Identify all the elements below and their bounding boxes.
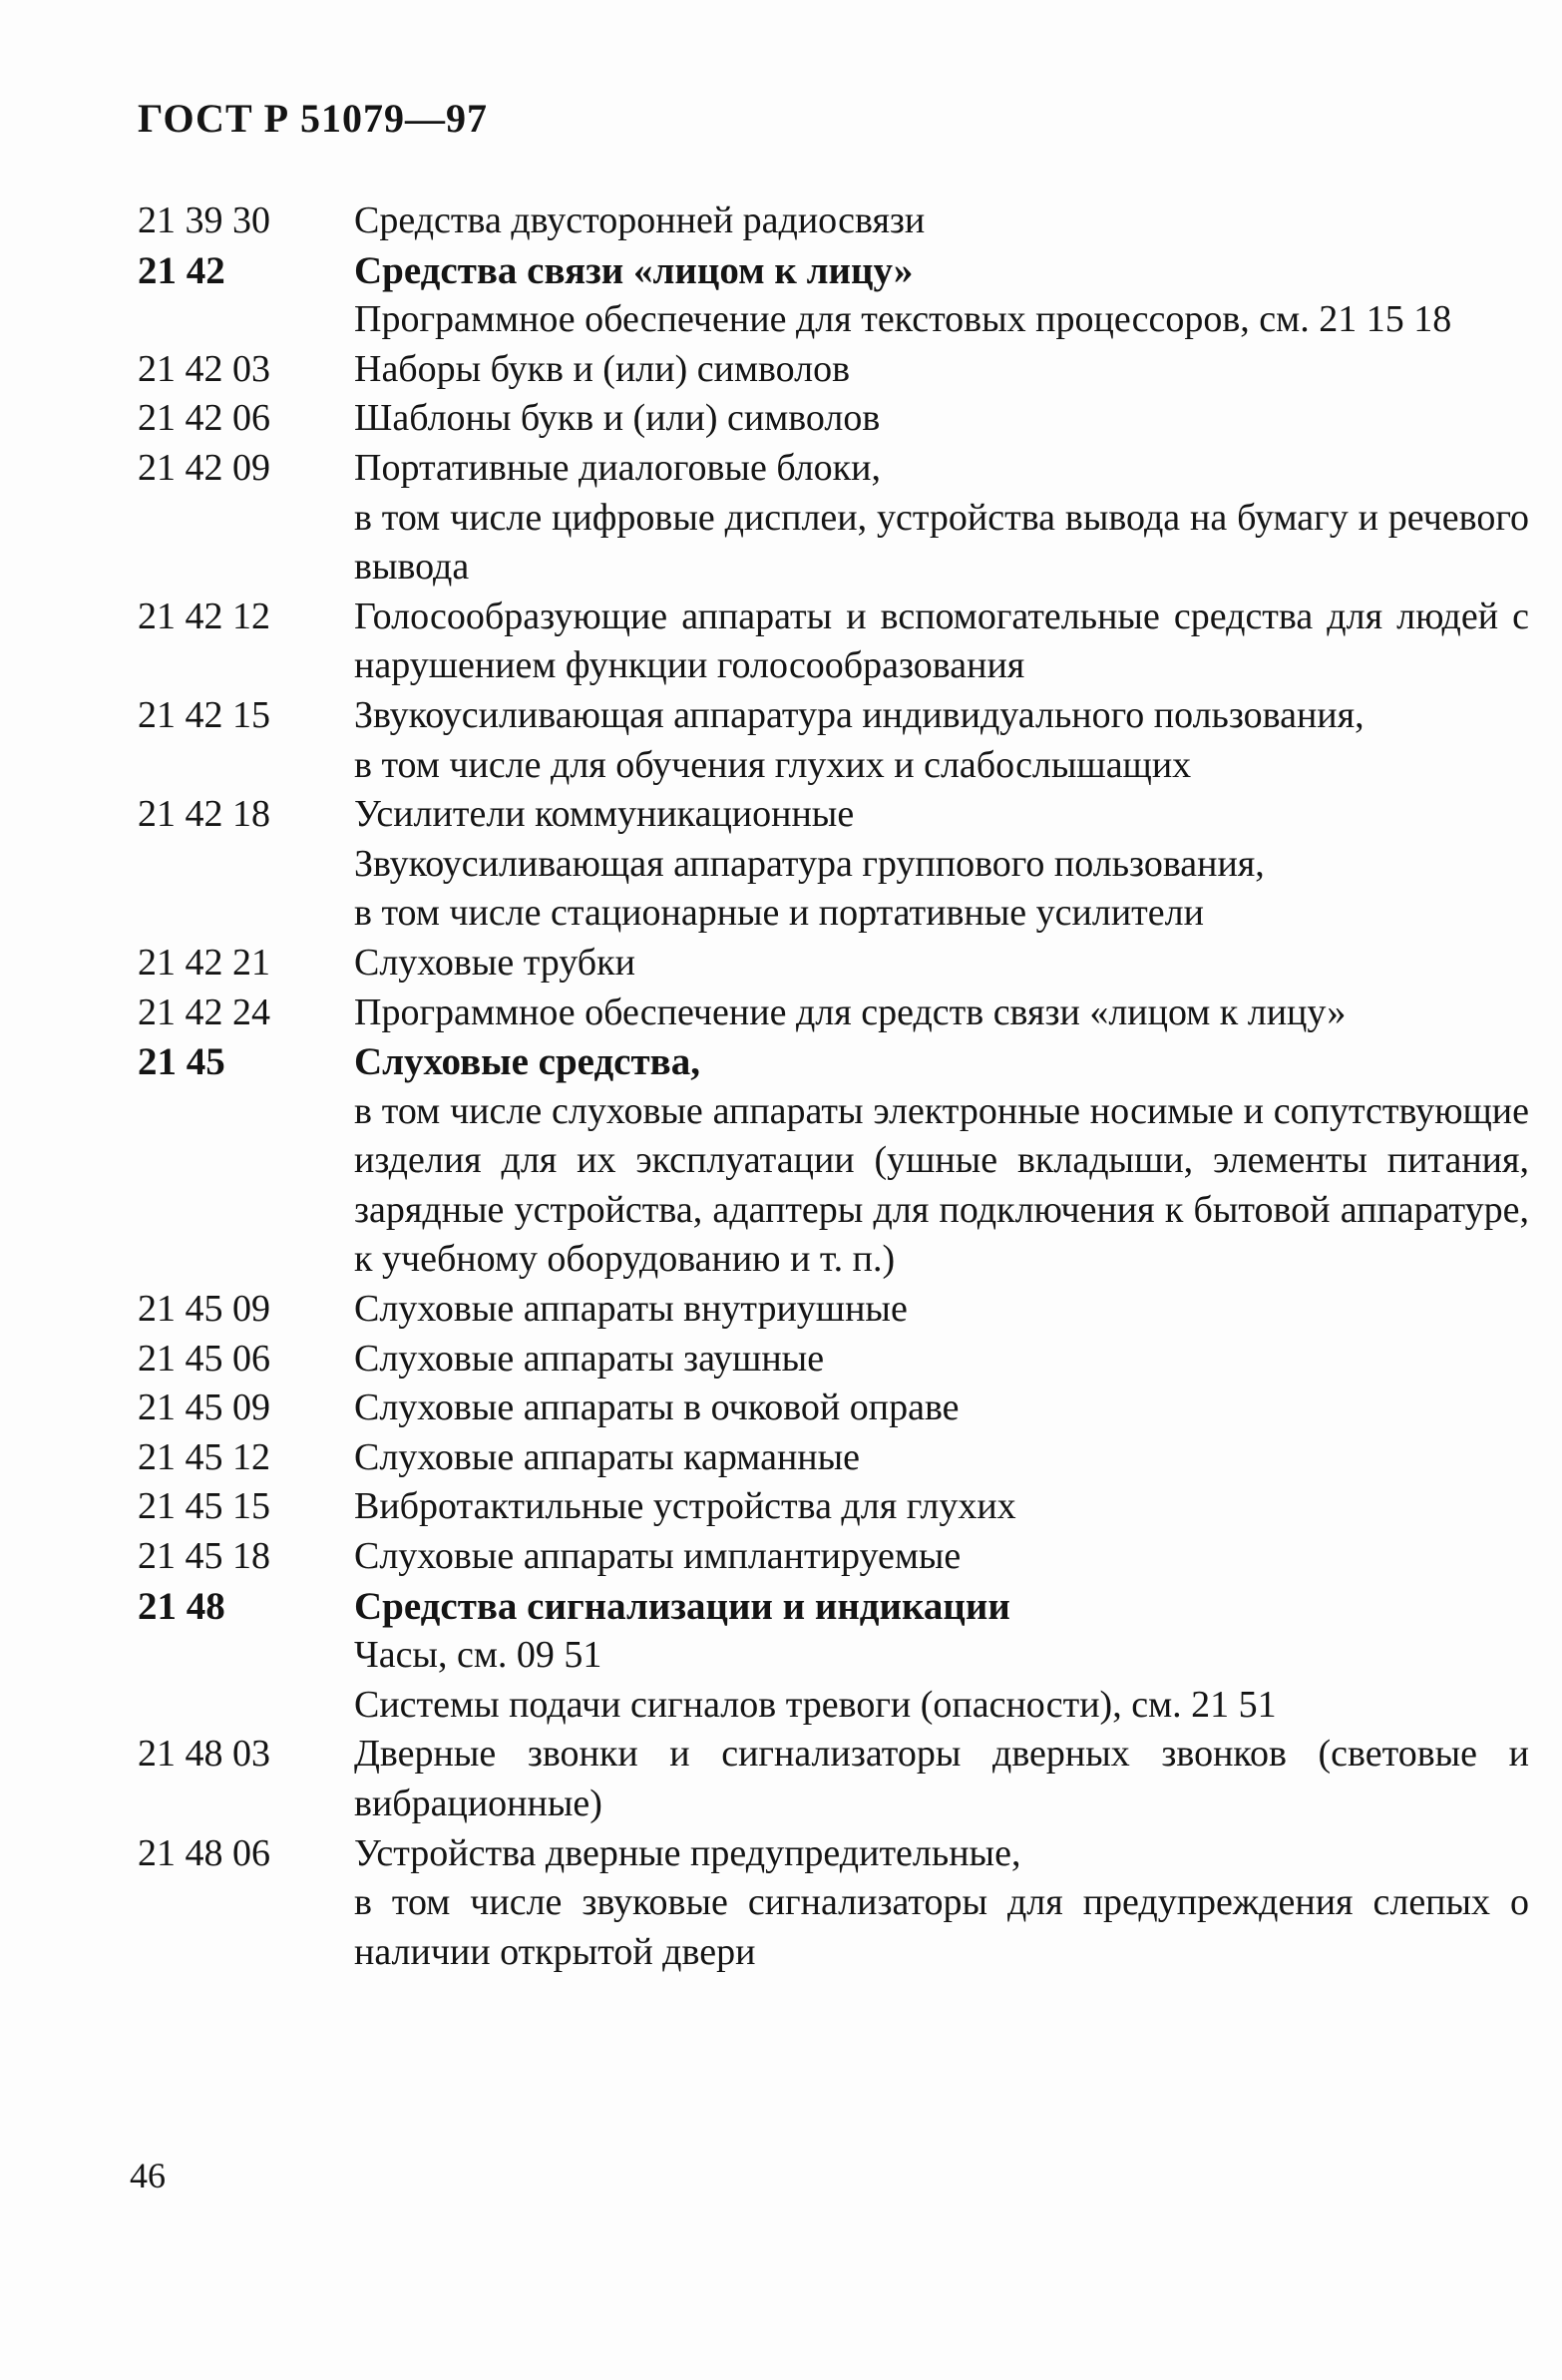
list-item bbox=[138, 494, 1529, 593]
item-code: 21 42 18 bbox=[138, 793, 270, 836]
list-item bbox=[138, 1335, 1529, 1385]
item-code: 21 48 06 bbox=[138, 1831, 270, 1874]
item-code bbox=[138, 1681, 354, 1731]
list-item bbox=[138, 394, 1529, 444]
item-text: Наборы букв и (или) символов bbox=[354, 347, 851, 390]
list-item bbox=[138, 444, 1529, 494]
item-code: 21 42 bbox=[138, 248, 225, 292]
list-item bbox=[138, 1285, 1529, 1335]
list-item bbox=[138, 1482, 1529, 1532]
list-item bbox=[138, 790, 1529, 840]
list-item bbox=[138, 197, 1529, 246]
item-code: 21 42 06 bbox=[138, 397, 270, 440]
list-item bbox=[138, 1730, 1529, 1828]
item-text: Слуховые аппараты карманные bbox=[354, 1435, 861, 1478]
list-item bbox=[138, 1631, 1529, 1681]
item-text: Дверные звонки и сигнализаторы дверных звонков (световые и вибрационные) bbox=[354, 1733, 1529, 1824]
list-item bbox=[138, 1681, 1529, 1731]
item-text: Слуховые аппараты в очковой оправе bbox=[354, 1387, 960, 1429]
item-text: Вибротактильные устройства для глухих bbox=[354, 1485, 1016, 1528]
list-item bbox=[138, 246, 1529, 296]
item-code: 21 42 03 bbox=[138, 347, 270, 390]
item-text: в том числе цифровые дисплеи, устройства вывода на бумагу и речевого вывода bbox=[354, 496, 1529, 589]
item-code bbox=[138, 741, 354, 791]
item-text: в том числе стационарные и портативные усилители bbox=[354, 892, 1204, 935]
item-code bbox=[138, 889, 354, 939]
item-code: 21 45 09 bbox=[138, 1387, 270, 1429]
list-item bbox=[138, 889, 1529, 939]
item-code: 21 45 18 bbox=[138, 1535, 270, 1578]
item-text: Средства связи «лицом к лицу» bbox=[354, 248, 914, 292]
item-code: 21 48 03 bbox=[138, 1733, 270, 1776]
list-item bbox=[138, 840, 1529, 890]
item-text: Часы, см. 09 51 bbox=[354, 1634, 602, 1677]
classification-list bbox=[138, 197, 1529, 1977]
item-text: Средства двусторонней радиосвязи bbox=[354, 199, 926, 241]
list-item bbox=[138, 1532, 1529, 1582]
document-header: ГОСТ Р 51079—97 bbox=[138, 96, 489, 141]
item-code bbox=[138, 1631, 354, 1681]
item-text: Звукоусиливающая аппаратура индивидуального пользования, bbox=[354, 693, 1365, 736]
item-code: 21 45 15 bbox=[138, 1485, 270, 1528]
item-text: в том числе для обучения глухих и слабослышащих bbox=[354, 743, 1192, 786]
item-text: Голосообразующие аппараты и вспомогательные средства для людей с нарушением функции голосообразования bbox=[354, 595, 1529, 687]
item-code bbox=[138, 1087, 354, 1285]
list-item bbox=[138, 1037, 1529, 1087]
item-code bbox=[138, 295, 354, 345]
item-code bbox=[138, 1878, 354, 1977]
list-item bbox=[138, 1433, 1529, 1483]
item-code: 21 42 09 bbox=[138, 446, 270, 489]
item-text: Слуховые аппараты внутриушные bbox=[354, 1288, 908, 1331]
list-item bbox=[138, 295, 1529, 345]
list-item bbox=[138, 345, 1529, 395]
list-item bbox=[138, 989, 1529, 1038]
item-code: 21 42 24 bbox=[138, 991, 270, 1033]
item-code: 21 48 bbox=[138, 1584, 225, 1628]
item-code: 21 45 12 bbox=[138, 1435, 270, 1478]
item-code bbox=[138, 840, 354, 890]
item-code: 21 45 06 bbox=[138, 1337, 270, 1380]
list-item bbox=[138, 939, 1529, 989]
item-text: Средства сигнализации и индикации bbox=[354, 1584, 1010, 1628]
item-text: Устройства дверные предупредительные, bbox=[354, 1831, 1021, 1874]
item-code: 21 45 bbox=[138, 1040, 225, 1084]
item-text: Слуховые средства, bbox=[354, 1040, 700, 1084]
item-text: Портативные диалоговые блоки, bbox=[354, 446, 881, 489]
item-code: 21 42 12 bbox=[138, 595, 270, 637]
list-item bbox=[138, 593, 1529, 691]
list-item bbox=[138, 1878, 1529, 1977]
item-code: 21 39 30 bbox=[138, 199, 270, 241]
item-text: Системы подачи сигналов тревоги (опасности), см. 21 51 bbox=[354, 1683, 1277, 1726]
list-item bbox=[138, 691, 1529, 741]
item-text: Слуховые трубки bbox=[354, 941, 635, 984]
item-text: в том числе слуховые аппараты электронные носимые и сопутствующие изделия для их эксплуатации (ушные вкладыши, элементы питания, зарядные устройства, адаптеры для подключения к бытовой аппаратуре, к учебному оборудованию и т. п.) bbox=[354, 1089, 1529, 1281]
list-item bbox=[138, 741, 1529, 791]
item-text: Программное обеспечение для средств связи «лицом к лицу» bbox=[354, 991, 1347, 1033]
item-code bbox=[138, 494, 354, 593]
item-text: Шаблоны букв и (или) символов bbox=[354, 397, 881, 440]
list-item bbox=[138, 1582, 1529, 1632]
item-code: 21 45 09 bbox=[138, 1288, 270, 1331]
item-text: Программное обеспечение для текстовых процессоров, см. 21 15 18 bbox=[354, 298, 1452, 341]
item-text: Звукоусиливающая аппаратура группового пользования, bbox=[354, 842, 1265, 885]
item-text: Слуховые аппараты имплантируемые bbox=[354, 1535, 962, 1578]
item-text: Слуховые аппараты заушные bbox=[354, 1337, 825, 1380]
item-code: 21 42 21 bbox=[138, 941, 270, 984]
list-item bbox=[138, 1829, 1529, 1879]
item-text: Усилители коммуникационные bbox=[354, 793, 855, 836]
item-code: 21 42 15 bbox=[138, 693, 270, 736]
page-number: 46 bbox=[130, 2156, 166, 2195]
list-item bbox=[138, 1087, 1529, 1285]
list-item bbox=[138, 1384, 1529, 1433]
item-text: в том числе звуковые сигнализаторы для предупреждения слепых о наличии открытой двери bbox=[354, 1881, 1529, 1973]
